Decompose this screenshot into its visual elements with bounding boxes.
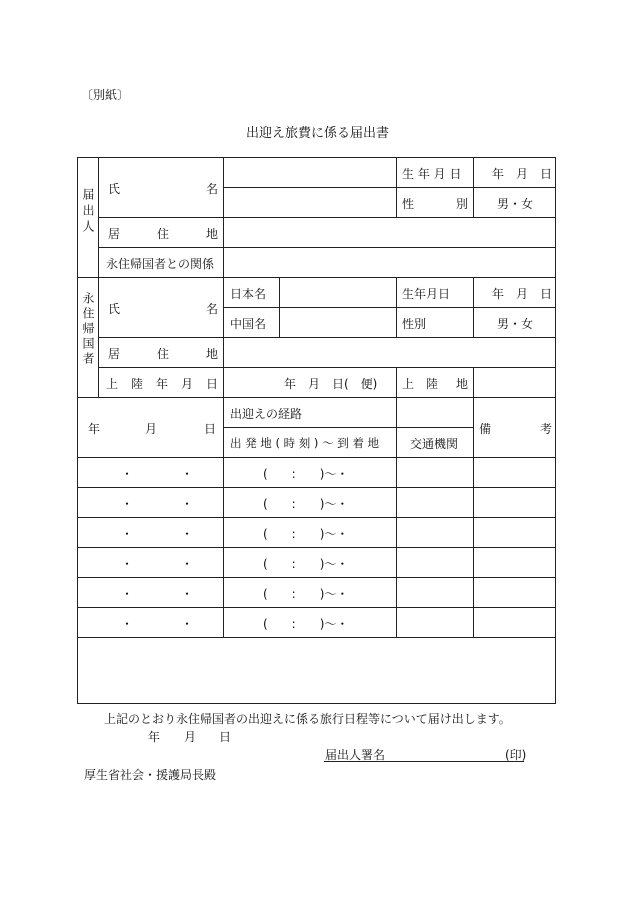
landing-date-label-5: 日 <box>206 377 219 391</box>
itinerary-row-2-date: ・ ・ <box>121 497 194 511</box>
date-line-year: 年 <box>148 730 161 744</box>
line <box>98 367 556 368</box>
line <box>98 217 556 218</box>
seal-mark: (印) <box>505 748 527 762</box>
transport-header: 交通機関 <box>410 437 459 451</box>
line <box>77 577 556 578</box>
itinerary-row-6-date: ・ ・ <box>121 617 194 631</box>
line <box>77 547 556 548</box>
landing-place-label-1: 上 <box>402 377 415 391</box>
returnee-chinese-name-label: 中国名 <box>230 317 267 331</box>
itinerary-row-1-route: ( : )〜・ <box>263 467 349 481</box>
returnee-dob-label: 生年月日 <box>402 287 451 301</box>
line <box>473 157 474 217</box>
line <box>77 397 556 398</box>
landing-date-label-1: 上 <box>106 377 119 391</box>
landing-date-label-4: 月 <box>181 377 194 391</box>
line <box>77 457 556 458</box>
returnee-dob-year: 年 <box>492 287 505 301</box>
line <box>396 367 397 637</box>
returnee-japanese-name-label: 日本名 <box>230 287 267 301</box>
attachment-label: 〔別紙〕 <box>81 88 130 102</box>
returnee-section-label: 永住帰国者 <box>81 292 95 367</box>
line <box>223 427 473 428</box>
itinerary-row-3-date: ・ ・ <box>121 527 194 541</box>
date-line-day: 日 <box>219 730 232 744</box>
reporter-dob-year: 年 <box>492 167 505 181</box>
reporter-address-label-2: 住 <box>157 227 170 241</box>
itinerary-row-4-route: ( : )〜・ <box>263 557 349 571</box>
itinerary-row-5-route: ( : )〜・ <box>263 587 349 601</box>
addressee: 厚生省社会・援護局長殿 <box>84 768 217 782</box>
landing-place-label-2: 陸 <box>426 377 439 391</box>
itinerary-row-2-route: ( : )〜・ <box>263 497 349 511</box>
remarks-header-1: 備 <box>479 422 492 436</box>
landing-place-label-3: 地 <box>456 377 469 391</box>
document-title: 出迎え旅費に係る届出書 <box>246 126 390 141</box>
landing-date-value: 年 月 日( 便) <box>284 377 378 391</box>
signature-label: 届出人署名 <box>325 748 386 762</box>
returnee-address-label-1: 居 <box>108 347 121 361</box>
line <box>396 277 397 337</box>
line <box>77 607 556 608</box>
itinerary-date-day: 日 <box>204 422 217 436</box>
line <box>223 187 556 188</box>
reporter-dob-day: 日 <box>540 167 553 181</box>
line <box>473 277 474 337</box>
itinerary-row-3-route: ( : )〜・ <box>263 527 349 541</box>
reporter-address-label-3: 地 <box>206 227 219 241</box>
returnee-address-label-3: 地 <box>206 347 219 361</box>
itinerary-date-month: 月 <box>145 422 158 436</box>
returnee-name-label-1: 氏 <box>108 302 121 316</box>
itinerary-date-year: 年 <box>88 422 101 436</box>
remarks-header-2: 考 <box>540 422 553 436</box>
itinerary-row-1-date: ・ ・ <box>121 467 194 481</box>
reporter-sex-label-1: 性 <box>402 197 415 211</box>
itinerary-row-6-route: ( : )〜・ <box>263 617 349 631</box>
statement-text: 上記のとおり永住帰国者の出迎えに係る旅行日程等について届け出します。 <box>104 712 511 726</box>
line <box>473 367 474 637</box>
reporter-section-label: 届出人 <box>81 188 95 236</box>
line <box>98 157 99 397</box>
returnee-name-label-2: 名 <box>206 302 219 316</box>
reporter-name-label-2: 名 <box>206 182 219 196</box>
line <box>396 157 397 217</box>
reporter-sex-value: 男・女 <box>497 197 534 211</box>
reporter-sex-label-2: 別 <box>456 197 469 211</box>
reporter-name-label-1: 氏 <box>108 182 121 196</box>
landing-date-label-3: 年 <box>156 377 169 391</box>
reporter-dob-label: 生 年 月 日 <box>402 167 462 181</box>
line <box>98 337 556 338</box>
reporter-address-label-1: 居 <box>108 227 121 241</box>
reporter-relation-label: 永住帰国者との関係 <box>106 257 215 271</box>
returnee-address-label-2: 住 <box>157 347 170 361</box>
returnee-sex-label: 性別 <box>402 317 427 331</box>
route-header: 出迎えの経路 <box>230 407 303 421</box>
reporter-dob-month: 月 <box>516 167 529 181</box>
line <box>223 157 224 637</box>
line <box>98 247 556 248</box>
itinerary-row-5-date: ・ ・ <box>121 587 194 601</box>
line <box>279 277 280 337</box>
route-subheader: 出 発 地 ( 時 刻 ) 〜 到 着 地 <box>230 436 380 450</box>
line <box>77 517 556 518</box>
date-line-month: 月 <box>184 730 197 744</box>
line <box>77 487 556 488</box>
landing-date-label-2: 陸 <box>131 377 144 391</box>
returnee-sex-value: 男・女 <box>497 317 534 331</box>
line <box>77 637 556 638</box>
returnee-dob-day: 日 <box>540 287 553 301</box>
returnee-dob-month: 月 <box>516 287 529 301</box>
itinerary-row-4-date: ・ ・ <box>121 557 194 571</box>
line <box>223 307 556 308</box>
line <box>77 277 556 278</box>
